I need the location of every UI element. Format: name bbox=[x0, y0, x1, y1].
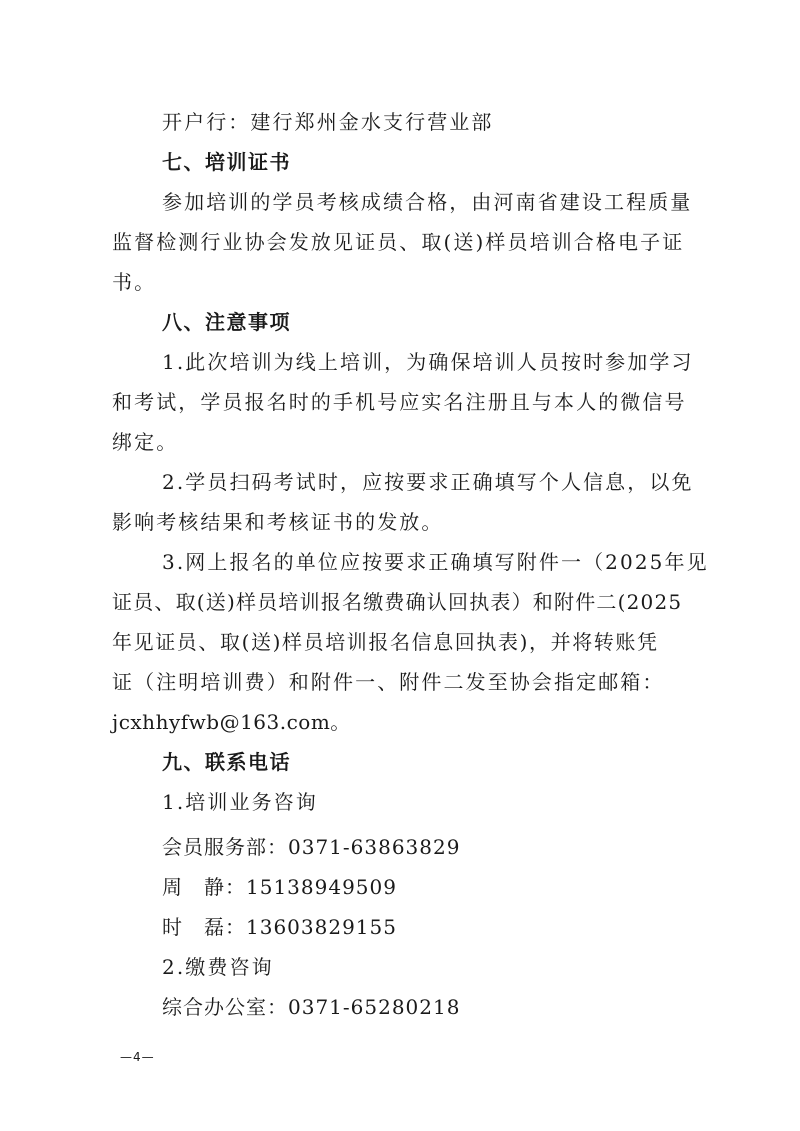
paragraph-line: 证（注明培训费）和附件一、附件二发至协会指定邮箱： bbox=[112, 670, 665, 694]
bank-line: 开户行：建行郑州金水支行营业部 bbox=[162, 110, 494, 134]
contact-line: 综合办公室：0371-65280218 bbox=[162, 995, 461, 1019]
paragraph-line: 监督检测行业协会发放见证员、取(送)样员培训合格电子证 bbox=[112, 230, 685, 254]
contact-subheading: 1.培训业务咨询 bbox=[162, 790, 318, 814]
section-heading-notes: 八、注意事项 bbox=[162, 310, 291, 334]
paragraph-line: 参加培训的学员考核成绩合格，由河南省建设工程质量 bbox=[162, 190, 693, 214]
paragraph-line: 2.学员扫码考试时，应按要求正确填写个人信息，以免 bbox=[162, 470, 694, 494]
paragraph-line: 3.网上报名的单位应按要求正确填写附件一（2025年见 bbox=[162, 550, 709, 574]
paragraph-line: 影响考核结果和考核证书的发放。 bbox=[112, 510, 444, 534]
section-heading-contacts: 九、联系电话 bbox=[162, 750, 291, 774]
paragraph-line: 和考试，学员报名时的手机号应实名注册且与本人的微信号 bbox=[112, 390, 687, 414]
page-number: —4— bbox=[120, 1050, 155, 1064]
paragraph-line: 绑定。 bbox=[112, 430, 179, 454]
section-heading-certificate: 七、培训证书 bbox=[162, 150, 291, 174]
paragraph-line: 1.此次培训为线上培训，为确保培训人员按时参加学习 bbox=[162, 350, 694, 374]
contact-line: 周 静：15138949509 bbox=[162, 875, 397, 899]
paragraph-line: 书。 bbox=[112, 270, 157, 294]
contact-subheading: 2.缴费咨询 bbox=[162, 955, 274, 979]
paragraph-line: 证员、取(送)样员培训报名缴费确认回执表）和附件二(2025 bbox=[112, 590, 683, 614]
contact-line: 会员服务部：0371-63863829 bbox=[162, 835, 461, 859]
email-address: jcxhhyfwb@163.com。 bbox=[112, 710, 351, 734]
paragraph-line: 年见证员、取(送)样员培训报名信息回执表)，并将转账凭 bbox=[112, 630, 659, 654]
contact-line: 时 磊：13603829155 bbox=[162, 915, 397, 939]
